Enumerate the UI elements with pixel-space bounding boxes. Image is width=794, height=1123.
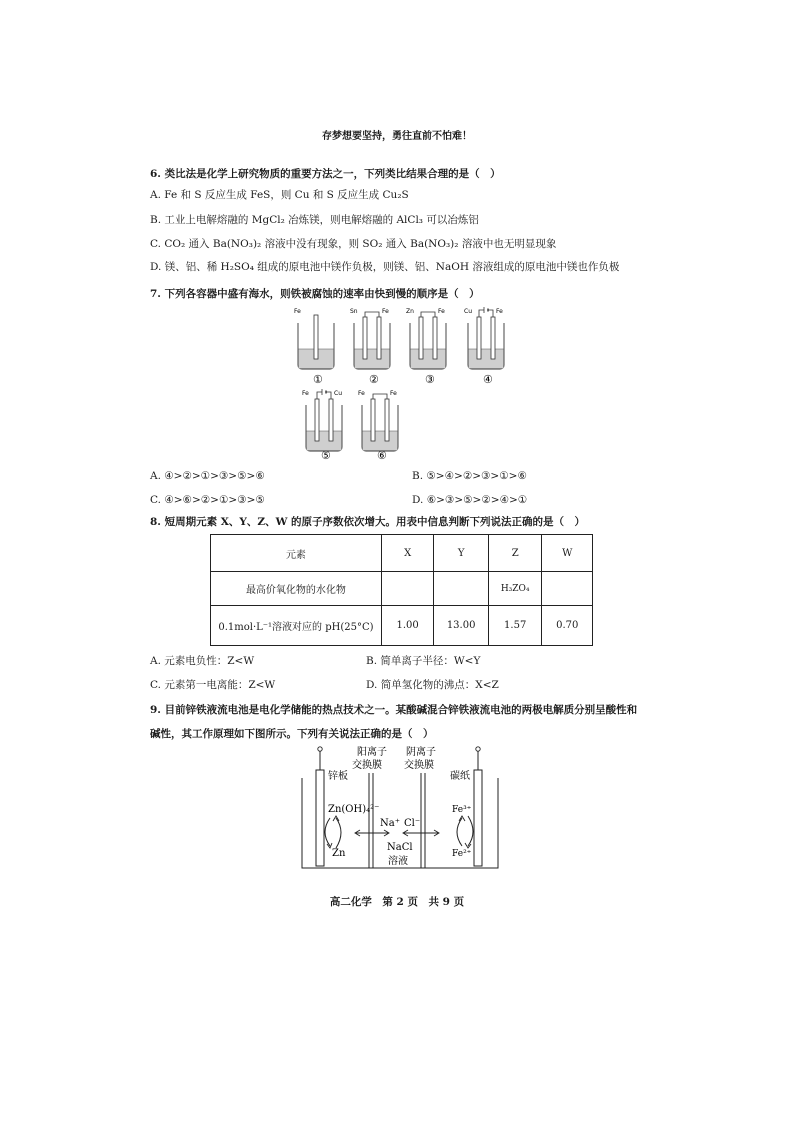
q6-option-c: C. CO₂ 通入 Ba(NO₃)₂ 溶液中没有现象，则 SO₂ 通入 Ba(NO₃)₂ 溶液中也无明显现象	[150, 238, 557, 250]
row-hydroxide-x	[381, 572, 433, 606]
q7-option-a: A. ④>②>①>③>⑤>⑥	[150, 470, 265, 482]
beaker-4-electrode-left: Cu	[464, 308, 472, 315]
cation-membrane-label-2: 交换膜	[352, 760, 382, 771]
q8-option-a: A. 元素电负性：Z<W	[150, 655, 255, 667]
header-w: W	[542, 535, 593, 572]
q8-option-b: B. 简单离子半径：W<Y	[366, 655, 481, 667]
beaker-3	[406, 308, 446, 386]
beaker-1-electrode-label: Fe	[294, 308, 301, 315]
beaker-6-number: ⑥	[377, 449, 387, 460]
beaker-2-electrode-right: Fe	[382, 308, 389, 315]
q9-stem-line2: 碱性，其工作原理如下图所示。下列有关说法正确的是（ ）	[150, 728, 434, 740]
page-footer: 高二化学 第 2 页 共 9 页	[329, 896, 465, 908]
beaker-5	[302, 389, 342, 460]
row-hydroxide-z: H₃ZO₄	[488, 572, 542, 606]
cation-membrane-label-1: 阳离子	[357, 747, 387, 758]
sodium-ion-label: Na⁺	[380, 818, 400, 829]
q7-option-c: C. ④>⑥>②>①>③>⑤	[150, 494, 265, 506]
row-hydroxide-y	[434, 572, 489, 606]
beaker-4-electrode-right: Fe	[496, 308, 503, 315]
beaker-6-electrode-left: Fe	[358, 390, 365, 397]
carbon-paper-label: 碳纸	[450, 771, 470, 782]
table-row	[211, 572, 593, 606]
beaker-5-electrode-right: Cu	[334, 390, 342, 397]
q7-option-b: B. ⑤>④>②>③>①>⑥	[412, 470, 527, 482]
row-ph-z: 1.57	[488, 606, 542, 646]
beaker-3-electrode-left: Zn	[406, 308, 414, 315]
header-y: Y	[434, 535, 489, 572]
beaker-6-electrode-right: Fe	[390, 390, 397, 397]
zinc-label: Zn	[332, 848, 346, 859]
anion-membrane-label-2: 交换膜	[404, 760, 434, 771]
row-ph-w: 0.70	[542, 606, 593, 646]
beaker-3-number: ③	[425, 373, 435, 386]
chloride-ion-label: Cl⁻	[404, 818, 421, 829]
beaker-6	[358, 390, 398, 460]
table-row	[211, 606, 593, 646]
q7-option-d: D. ⑥>③>⑤>②>④>①	[412, 494, 528, 506]
zincate-label: Zn(OH)₄²⁻	[328, 804, 380, 815]
beaker-3-electrode-right: Fe	[438, 308, 445, 315]
q8-option-d: D. 简单氢化物的沸点：X<Z	[366, 679, 499, 691]
header-motto: 存梦想要坚持，勇往直前不怕难！	[322, 131, 472, 142]
beaker-2-electrode-left: Sn	[350, 308, 358, 315]
ferrous-label: Fe²⁺	[452, 849, 472, 859]
beaker-2-number: ②	[369, 373, 379, 386]
q6-stem: 6. 类比法是化学上研究物质的重要方法之一，下列类比结果合理的是（ ）	[150, 168, 501, 180]
beaker-2	[350, 308, 390, 386]
beaker-4-number: ④	[483, 373, 493, 386]
q6-option-a: A. Fe 和 S 反应生成 FeS，则 Cu 和 S 反应生成 Cu₂S	[150, 189, 409, 201]
table-header-row	[211, 535, 593, 572]
beaker-5-number: ⑤	[321, 449, 331, 460]
header-x: X	[381, 535, 433, 572]
q6-option-b: B. 工业上电解熔融的 MgCl₂ 冶炼镁，则电解熔融的 AlCl₃ 可以冶炼铝	[150, 214, 479, 226]
row-ph-x: 1.00	[381, 606, 433, 646]
anion-membrane-label-1: 阴离子	[406, 747, 436, 758]
beaker-4	[464, 307, 504, 386]
zinc-plate-label: 锌板	[328, 771, 348, 782]
header-z: Z	[488, 535, 542, 572]
q9-stem-line1: 9. 目前锌铁液流电池是电化学储能的热点技术之一。某酸碱混合锌铁液流电池的两极电解质分别呈酸性和	[150, 704, 638, 716]
row-ph-y: 13.00	[434, 606, 489, 646]
q7-stem: 7. 下列各容器中盛有海水，则铁被腐蚀的速率由快到慢的顺序是（ ）	[150, 288, 480, 300]
q9-battery-diagram	[300, 744, 500, 876]
q8-element-table	[210, 534, 593, 646]
row-hydroxide-w	[542, 572, 593, 606]
beaker-1-number: ①	[313, 373, 323, 386]
nacl-label-2: 溶液	[388, 856, 408, 867]
row-ph-label: 0.1mol·L⁻¹溶液对应的 pH(25°C)	[211, 606, 382, 646]
ferric-label: Fe³⁺	[452, 805, 472, 815]
nacl-label-1: NaCl	[387, 842, 413, 853]
q8-option-c: C. 元素第一电离能：Z<W	[150, 679, 276, 691]
q8-stem: 8. 短周期元素 X、Y、Z、W 的原子序数依次增大。用表中信息判断下列说法正确的是（ ）	[150, 516, 586, 528]
q7-beakers-figure	[290, 305, 520, 460]
beaker-5-electrode-left: Fe	[302, 390, 309, 397]
beaker-1	[294, 308, 334, 386]
row-hydroxide-label: 最高价氧化物的水化物	[211, 572, 382, 606]
header-element: 元素	[211, 535, 382, 572]
q6-option-d: D. 镁、铝、稀 H₂SO₄ 组成的原电池中镁作负极，则镁、铝、NaOH 溶液组成的原电池中镁也作负极	[150, 261, 620, 273]
